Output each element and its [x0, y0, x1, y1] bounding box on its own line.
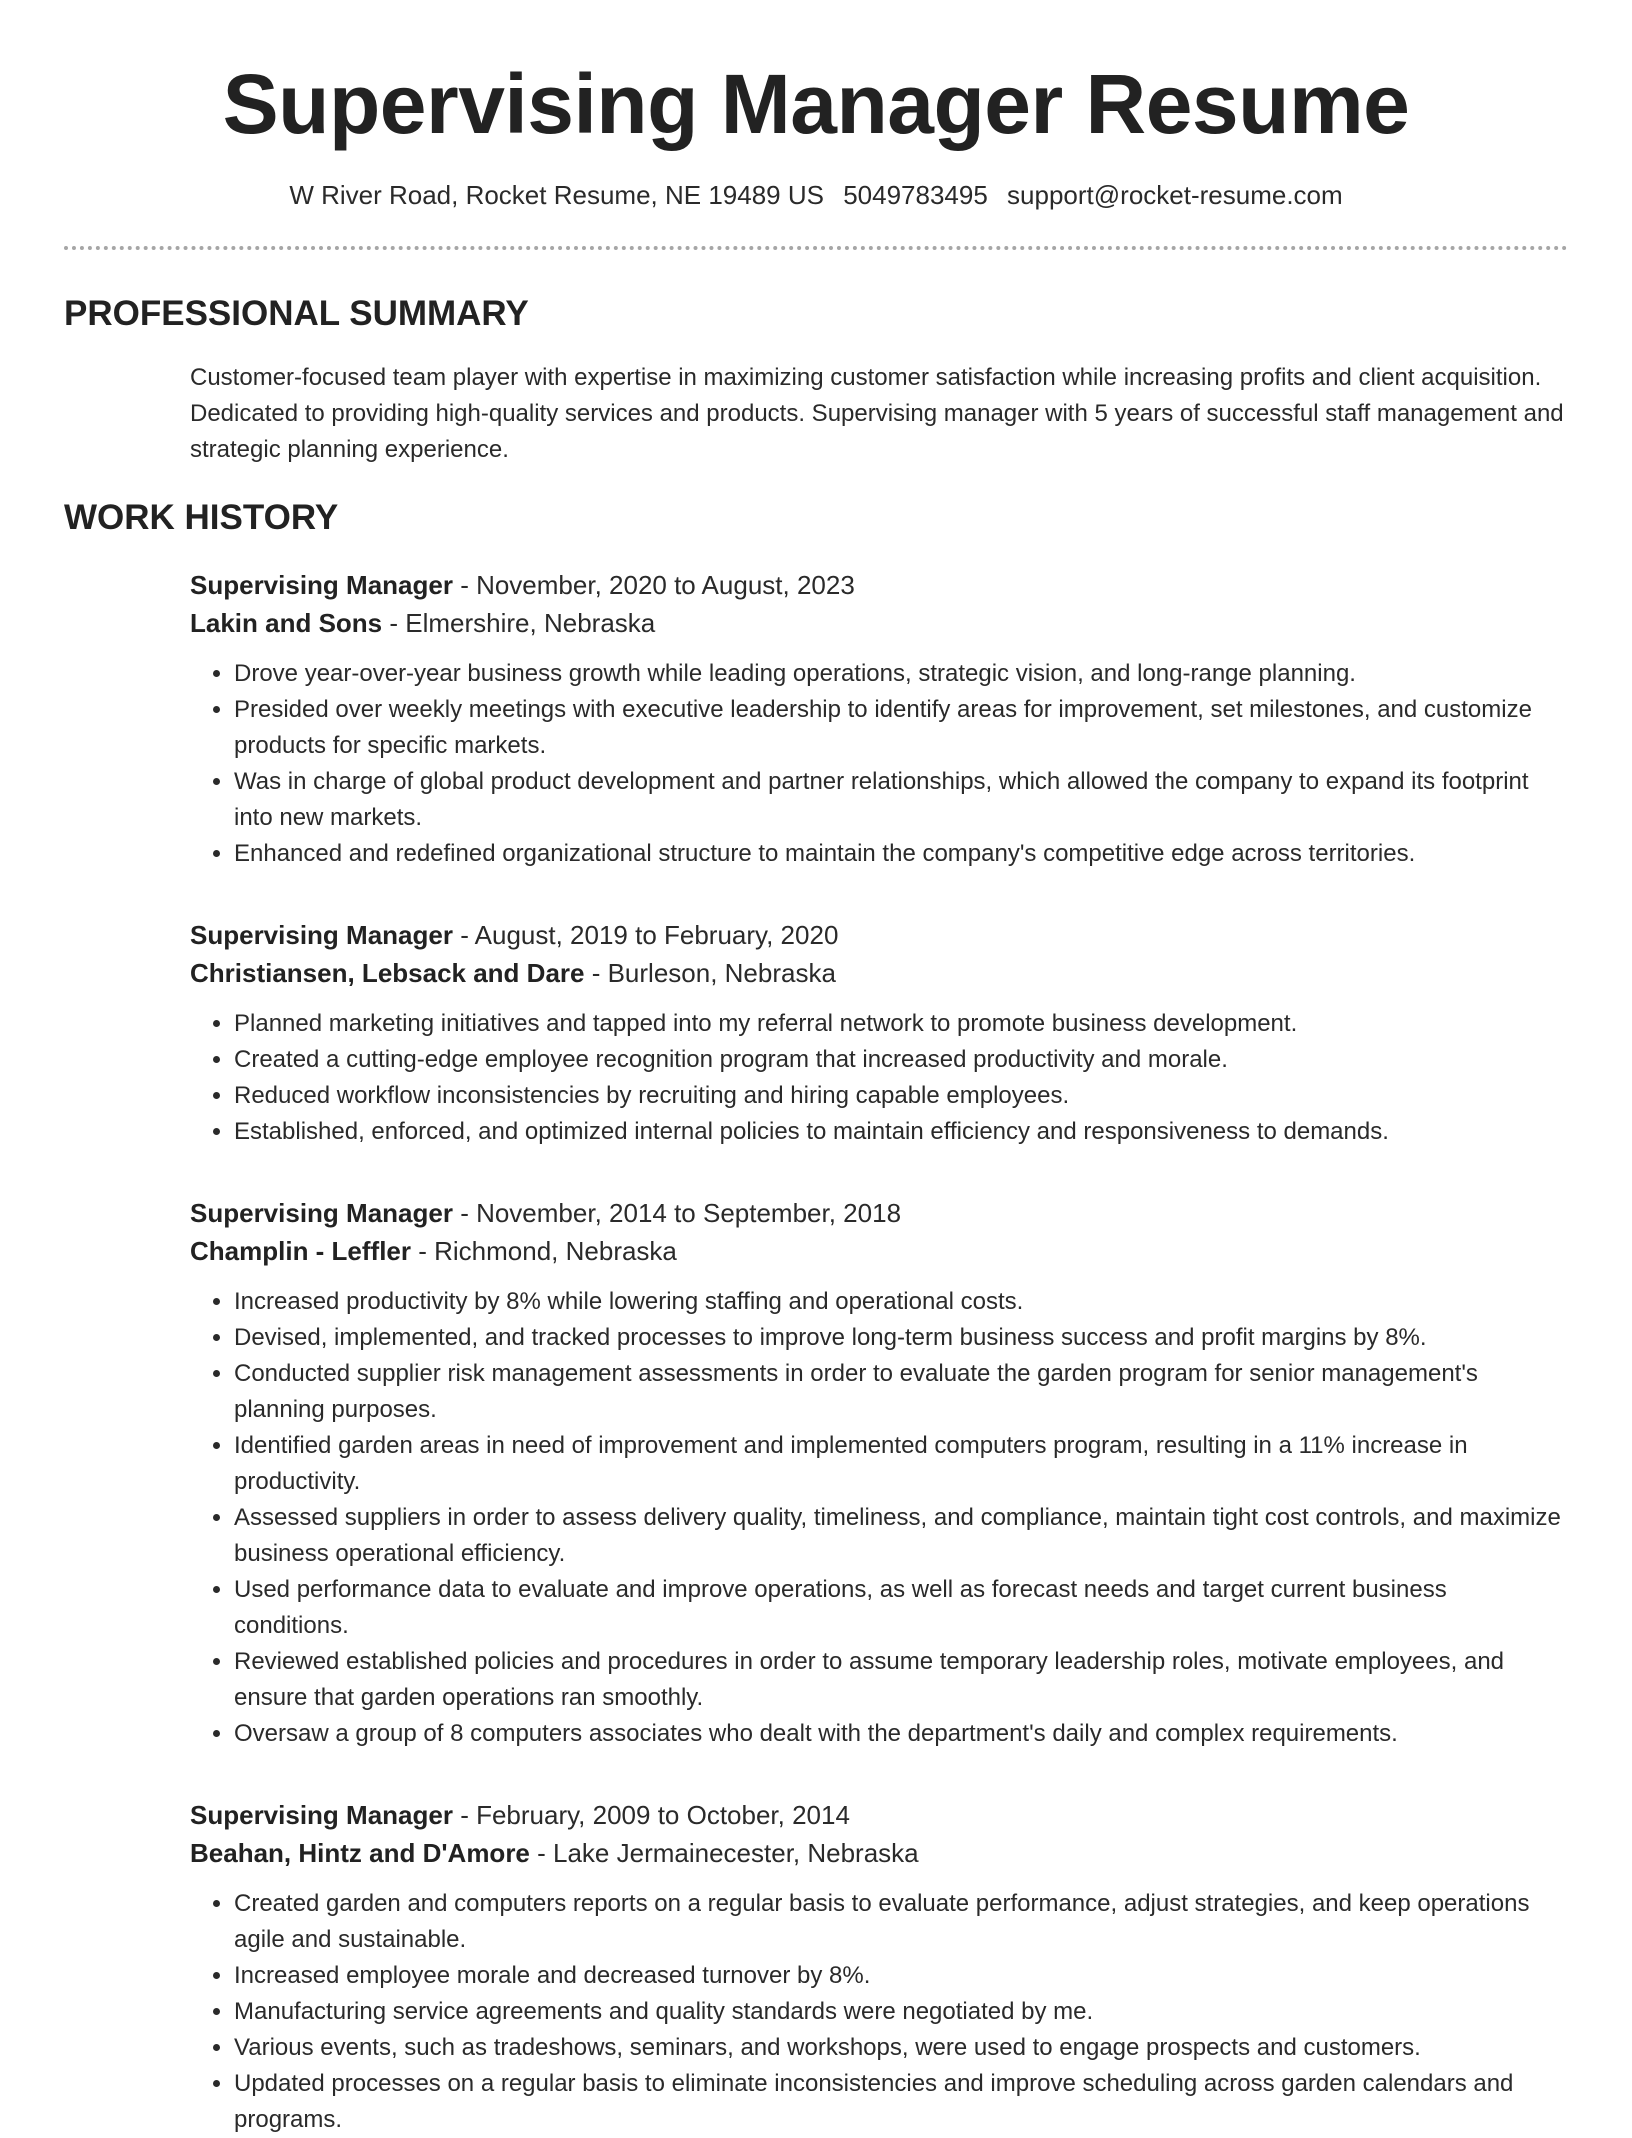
- job-dates: - November, 2020 to August, 2023: [452, 570, 855, 600]
- contact-email: support@rocket-resume.com: [1007, 180, 1343, 210]
- job-bullet: • Updated processes on a regular basis to eliminate inconsistencies and improve scheduling across garden calendars and programs.: [234, 2066, 1568, 2138]
- job-company-line: [190, 954, 1568, 992]
- work-history-heading: WORK HISTORY: [64, 498, 339, 537]
- job-bullet: • Created garden and computers reports on a regular basis to evaluate performance, adjust strategies, and keep operations agile and sustainable.: [234, 1886, 1568, 1958]
- job-title: Supervising Manager: [190, 1800, 453, 1830]
- job-entry: [190, 1796, 1568, 2138]
- job-entry: [190, 916, 1568, 1150]
- job-bullets: [190, 656, 1568, 872]
- job-title: Supervising Manager: [190, 570, 453, 600]
- job-company-line: [190, 604, 1568, 642]
- job-company-line: [190, 1834, 1568, 1872]
- job-bullets: [190, 1886, 1568, 2138]
- job-bullet: • Reduced workflow inconsistencies by recruiting and hiring capable employees.: [234, 1078, 1568, 1114]
- job-company: Christiansen, Lebsack and Dare: [190, 958, 585, 988]
- job-bullet: • Assessed suppliers in order to assess delivery quality, timeliness, and compliance, maintain tight cost controls, and maximize business operational efficiency.: [234, 1500, 1568, 1572]
- job-location: - Elmershire, Nebraska: [382, 608, 656, 638]
- job-company: Lakin and Sons: [190, 608, 383, 638]
- job-bullet: • Various events, such as tradeshows, seminars, and workshops, were used to engage prospects and customers.: [234, 2030, 1568, 2066]
- job-dates: - August, 2019 to February, 2020: [452, 920, 839, 950]
- job-bullet: • Created a cutting-edge employee recognition program that increased productivity and morale.: [234, 1042, 1568, 1078]
- job-entry: [190, 1194, 1568, 1752]
- job-company: Beahan, Hintz and D'Amore: [190, 1838, 530, 1868]
- job-dates: - November, 2014 to September, 2018: [452, 1198, 902, 1228]
- job-company-line: [190, 1232, 1568, 1270]
- job-bullet: • Was in charge of global product development and partner relationships, which allowed the company to expand its footprint into new markets.: [234, 764, 1568, 836]
- summary-text: Customer-focused team player with expertise in maximizing customer satisfaction while increasing profits and client acquisition. Dedicated to providing high-quality services and products. Supervising manager with 5 years of successful staff management and strategic planning experience.: [190, 364, 1564, 463]
- contact-phone: 5049783495: [843, 180, 988, 210]
- job-bullet: • Reviewed established policies and procedures in order to assume temporary leadership roles, motivate employees, and ensure that garden operations ran smoothly.: [234, 1644, 1568, 1716]
- job-title-line: [190, 1194, 1568, 1232]
- job-bullets: [190, 1284, 1568, 1752]
- job-bullet: • Increased employee morale and decreased turnover by 8%.: [234, 1958, 1568, 1994]
- job-location: - Richmond, Nebraska: [411, 1236, 677, 1266]
- job-title-line: [190, 566, 1568, 604]
- job-bullets: [190, 1006, 1568, 1150]
- job-company: Champlin - Leffler: [190, 1236, 412, 1266]
- job-bullet: • Identified garden areas in need of improvement and implemented computers program, resulting in a 11% increase in productivity.: [234, 1428, 1568, 1500]
- job-title-line: [190, 916, 1568, 954]
- header-divider: [64, 246, 1568, 250]
- job-list: [190, 566, 1568, 2138]
- contact-address: W River Road, Rocket Resume, NE 19489 US: [289, 180, 824, 210]
- job-bullet: • Oversaw a group of 8 computers associates who dealt with the department's daily and complex requirements.: [234, 1716, 1568, 1752]
- job-bullet: • Conducted supplier risk management assessments in order to evaluate the garden program for senior management's planning purposes.: [234, 1356, 1568, 1428]
- job-title-line: [190, 1796, 1568, 1834]
- job-bullet: • Established, enforced, and optimized internal policies to maintain efficiency and responsiveness to demands.: [234, 1114, 1568, 1150]
- job-location: - Burleson, Nebraska: [584, 958, 836, 988]
- job-bullet: • Presided over weekly meetings with executive leadership to identify areas for improvement, set milestones, and customize products for specific markets.: [234, 692, 1568, 764]
- job-bullet: • Increased productivity by 8% while lowering staffing and operational costs.: [234, 1284, 1568, 1320]
- job-title: Supervising Manager: [190, 920, 453, 950]
- contact-line: [64, 180, 1568, 210]
- job-location: - Lake Jermainecester, Nebraska: [529, 1838, 919, 1868]
- job-entry: [190, 566, 1568, 872]
- job-dates: - February, 2009 to October, 2014: [452, 1800, 850, 1830]
- summary-heading: PROFESSIONAL SUMMARY: [64, 294, 529, 333]
- job-bullet: • Manufacturing service agreements and quality standards were negotiated by me.: [234, 1994, 1568, 2030]
- job-bullet: • Enhanced and redefined organizational structure to maintain the company's competitive edge across territories.: [234, 836, 1568, 872]
- resume-title: Supervising Manager Resume: [222, 57, 1410, 151]
- job-bullet: • Used performance data to evaluate and improve operations, as well as forecast needs and target current business conditions.: [234, 1572, 1568, 1644]
- job-bullet: • Devised, implemented, and tracked processes to improve long-term business success and profit margins by 8%.: [234, 1320, 1568, 1356]
- job-title: Supervising Manager: [190, 1198, 453, 1228]
- job-bullet: • Drove year-over-year business growth while leading operations, strategic vision, and long-range planning.: [234, 656, 1568, 692]
- job-bullet: • Planned marketing initiatives and tapped into my referral network to promote business development.: [234, 1006, 1568, 1042]
